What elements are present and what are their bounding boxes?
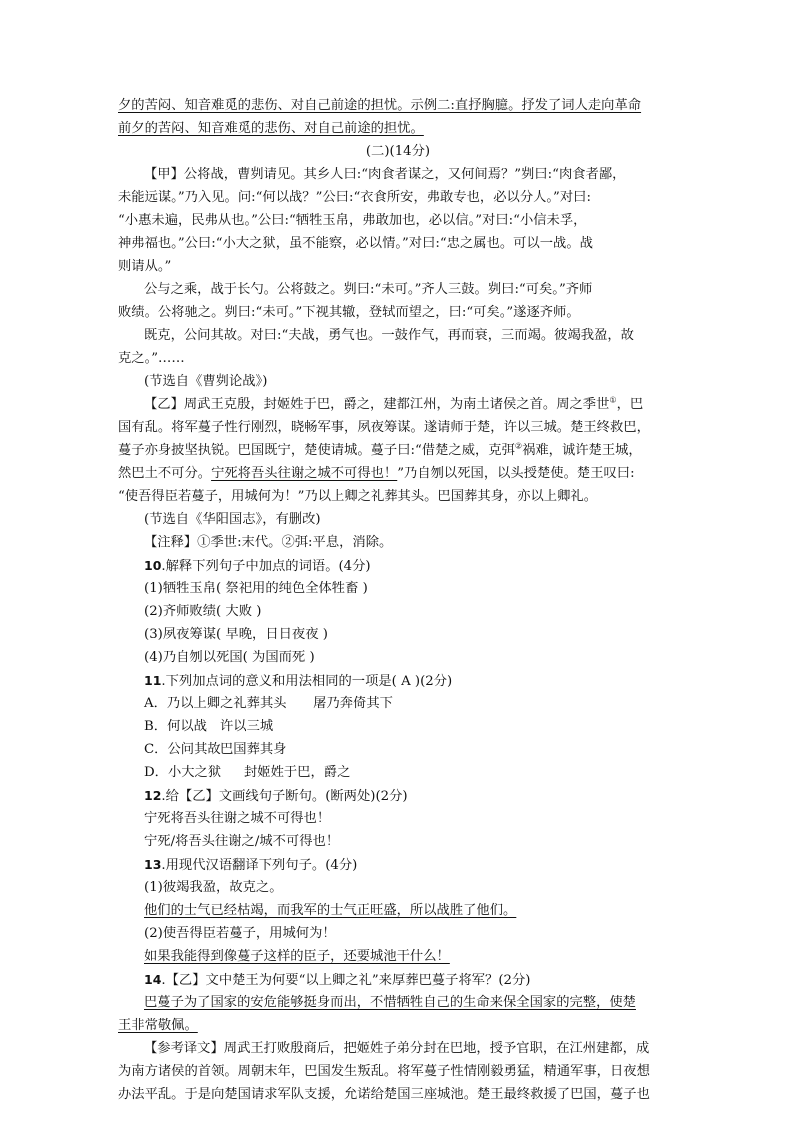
passage-jia-line: 败绩。公将驰之。刿曰:“未可。”下视其辙，登轼而望之，曰:“可矣。”遂逐齐师。 <box>118 305 580 320</box>
q12-answer: 宁死/将吾头往谢之/城不可得也！ <box>144 834 340 849</box>
q10-item: (2)齐师败绩( 大败 ) <box>144 604 262 619</box>
text-span: 祸难，诚许楚王城， <box>522 443 642 458</box>
footnote-marker: ② <box>514 441 523 451</box>
passage-jia-line: 未能远谋。”乃入见。问:“何以战？”公曰:“衣食所安，弗敢专也，必以分人。”对曰: <box>118 190 591 205</box>
footnote-marker: ① <box>609 395 617 405</box>
answer-text: 他们的士气已经枯竭，而我军的士气正旺盛，所以战胜了他们。 <box>144 903 517 918</box>
answer-text: 前夕的苦闷、知音难觅的悲伤、对自己前途的担忧。 <box>118 121 424 136</box>
answer-text: 如果我能得到像蔓子这样的臣子，还要城池干什么！ <box>144 949 450 964</box>
text-span: 然巴土不可分。 <box>118 466 212 481</box>
section-title: (二)(14分) <box>365 144 431 159</box>
q10-item: (4)乃自刎以死国( 为国而死 ) <box>144 650 315 665</box>
passage-jia-line: 既克，公问其故。对曰:“夫战，勇气也。一鼓作气，再而衰，三而竭。彼竭我盈，故 <box>144 328 634 343</box>
q13-sentence: (2)使吾得臣若蔓子，用城何为！ <box>144 926 336 941</box>
passage-yi-line <box>118 393 678 416</box>
question-12 <box>118 784 678 807</box>
source-note: (节选自《曹刿论战》) <box>144 374 268 389</box>
question-number: 13 <box>144 857 162 872</box>
option-right: 巴国葬其身 <box>220 742 287 757</box>
q11-option <box>118 715 678 738</box>
question-stem: .给【乙】文画线句子断句。(断两处)(2分) <box>161 789 408 804</box>
q11-option <box>118 692 678 715</box>
question-13 <box>118 853 678 876</box>
text-span: 蔓子亦身披坚执锐。巴国既宁，楚使请城。蔓子曰:“借楚之威，克弭 <box>118 443 515 458</box>
question-number: 12 <box>144 788 162 803</box>
q11-option <box>118 761 678 784</box>
annotation-note: 【注释】①季世:末代。②弭:平息，消除。 <box>144 535 393 550</box>
text-span: 【乙】周武王克殷，封姬姓于巴，爵之，建都江州，为南土诸侯之首。周之季世 <box>144 397 610 412</box>
underlined-sentence: 宁死将吾头往谢之城不可得也！ <box>211 466 398 481</box>
passage-jia-line: 【甲】公将战，曹刿请见。其乡人曰:“肉食者谋之，又何间焉？”刿曰:“肉食者鄙， <box>144 167 626 182</box>
passage-yi-line: 国有乱。将军蔓子性行刚烈，晓畅军事，夙夜筹谋。遂请师于楚，许以三城。楚王终救巴， <box>118 420 650 435</box>
q13-answer <box>118 899 678 922</box>
question-stem: .下列加点词的意义和用法相同的一项是( A )(2分) <box>161 674 453 689</box>
option-left: B．何以战 <box>144 719 207 734</box>
question-stem: .用现代汉语翻译下列句子。(4分) <box>161 858 358 873</box>
option-left: D．小大之狱 <box>144 765 222 780</box>
translation-line: 为南方诸侯的首领。周朝末年，巴国发生叛乱。将军蔓子性情刚毅勇猛，精通军事，日夜想 <box>118 1064 650 1079</box>
option-right: 许以三城 <box>220 719 274 734</box>
source-note: (节选自《华阳国志》，有删改) <box>144 512 321 527</box>
question-10 <box>118 554 678 577</box>
document-page <box>118 94 678 1106</box>
option-right: 封姬姓于巴，爵之 <box>244 765 351 780</box>
passage-yi-line <box>118 439 678 462</box>
question-stem: .【乙】文中楚王为何要“以上卿之礼”来厚葬巴蔓子将军？(2分) <box>161 973 531 988</box>
text-span: ”乃自刎以死国，以头授楚使。楚王叹曰: <box>397 466 635 481</box>
option-right: 屠乃奔倚其下 <box>313 696 393 711</box>
passage-jia-line: 神弗福也。”公曰:“小大之狱，虽不能察，必以情。”对曰:“忠之属也。可以一战。战 <box>118 236 593 251</box>
text-span: ，巴 <box>616 397 644 412</box>
passage-yi-line: “使吾得臣若蔓子，用城何为！”乃以上卿之礼葬其头。巴国葬其身，亦以上卿礼。 <box>118 489 597 504</box>
q14-answer <box>118 1014 678 1037</box>
passage-jia-line: “小惠未遍，民弗从也。”公曰:“牺牲玉帛，弗敢加也，必以信。”对曰:“小信未孚， <box>118 213 587 228</box>
q14-answer <box>118 991 678 1014</box>
question-11 <box>118 669 678 692</box>
translation-line: 办法平乱。于是向楚国请求军队支援，允诺给楚国三座城池。楚王最终救援了巴国，蔓子也 <box>118 1087 650 1102</box>
question-number: 11 <box>144 673 162 688</box>
q13-answer <box>118 945 678 968</box>
q12-sentence: 宁死将吾头往谢之城不可得也！ <box>144 811 331 826</box>
q10-item: (3)夙夜筹谋( 早晚，日日夜夜 ) <box>144 627 328 642</box>
answer-text: 夕的苦闷、知音难觅的悲伤、对自己前途的担忧。示例二:直抒胸臆。抒发了词人走向革命 <box>118 98 642 113</box>
passage-jia-line: 则请从。” <box>118 259 172 274</box>
q10-item: (1)牺牲玉帛( 祭祀用的纯色全体牲畜 ) <box>144 581 368 596</box>
passage-jia-line: 公与之乘，战于长勺。公将鼓之。刿曰:“未可。”齐人三鼓。刿曰:“可矣。”齐师 <box>144 282 593 297</box>
q13-sentence: (1)彼竭我盈，故克之。 <box>144 880 283 895</box>
option-left: C．公问其故 <box>144 742 221 757</box>
question-14 <box>118 968 678 991</box>
answer-text: 王非常敬佩。 <box>118 1018 198 1033</box>
option-left: A．乃以上卿之礼葬其头 <box>144 696 287 711</box>
answer-text: 巴蔓子为了国家的安危能够挺身而出，不惜牺牲自己的生命来保全国家的完整，使楚 <box>144 995 636 1010</box>
question-number: 10 <box>144 558 162 573</box>
question-stem: .解释下列句子中加点的词语。(4分) <box>161 559 371 574</box>
passage-jia-line: 克之。”…… <box>118 351 185 366</box>
question-number: 14 <box>144 972 162 987</box>
passage-yi-line <box>118 462 678 485</box>
translation-line: 【参考译文】周武王打败殷商后，把姬姓子弟分封在巴地，授予官职，在江州建都，成 <box>144 1041 650 1056</box>
q11-option <box>118 738 678 761</box>
